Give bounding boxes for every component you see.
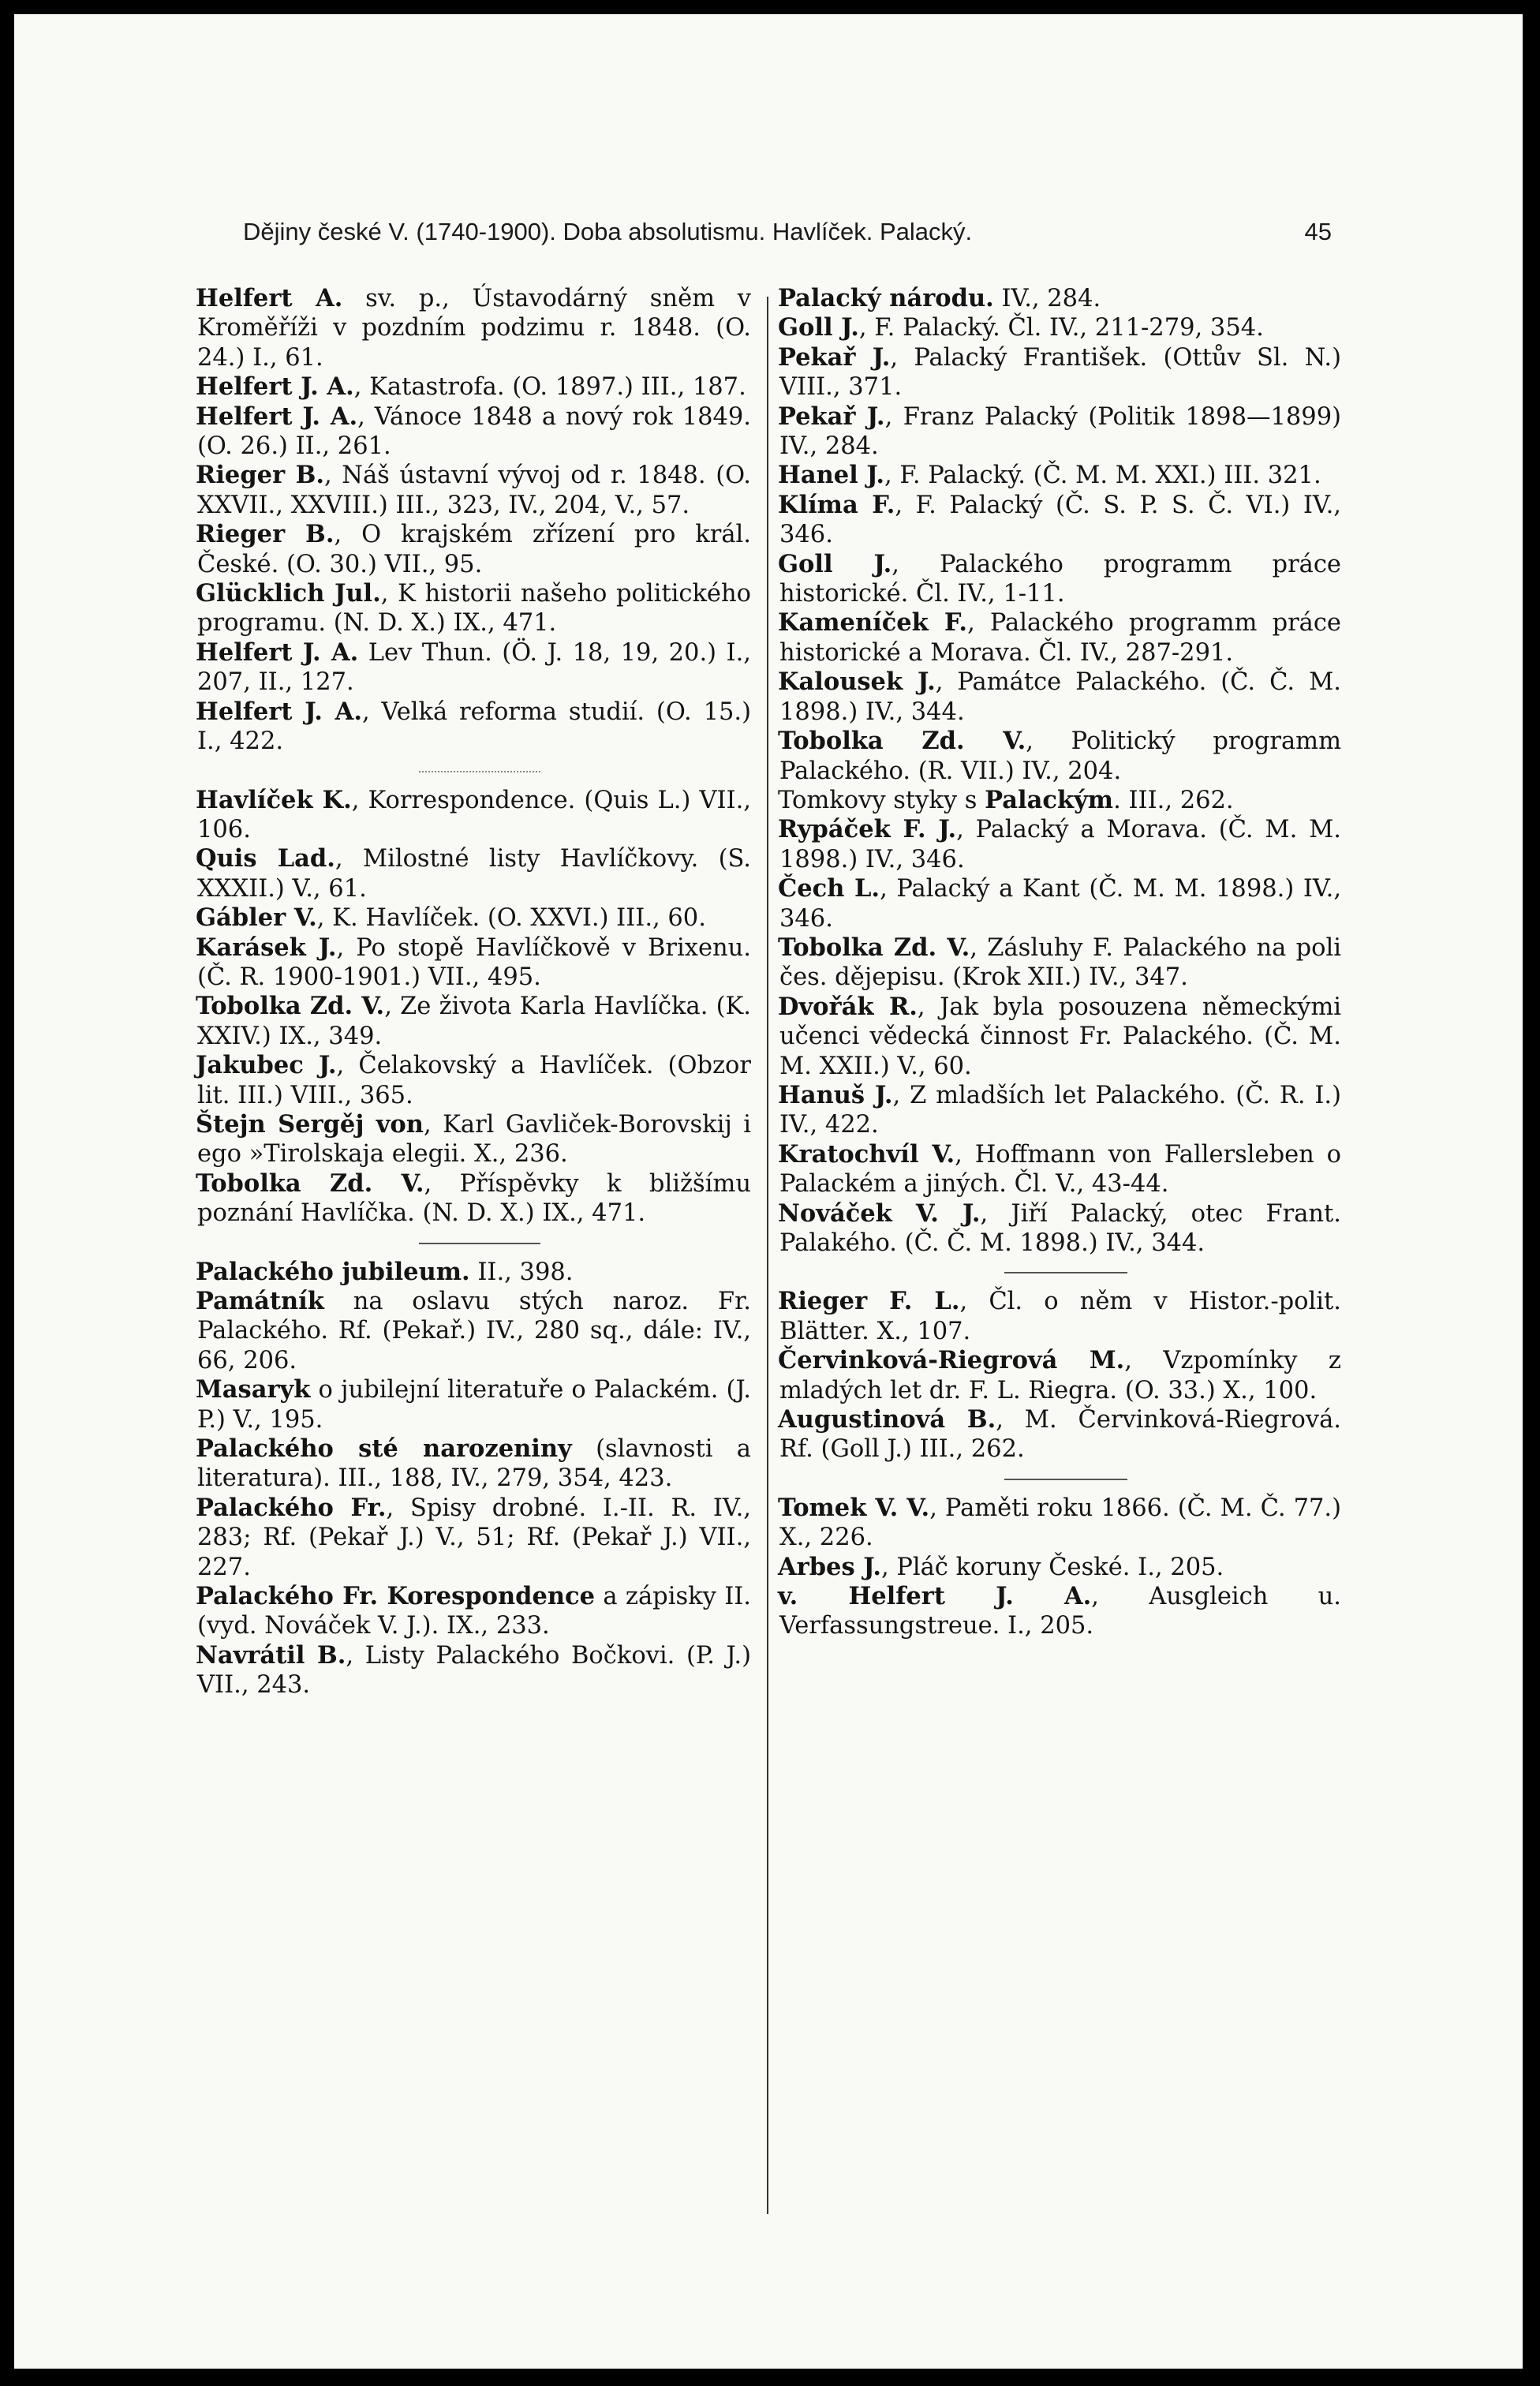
bibliography-entry	[779, 1081, 1341, 1140]
entry-author: Glücklich Jul.	[196, 579, 381, 608]
bibliography-entry	[779, 1405, 1341, 1464]
section-separator	[197, 1229, 751, 1258]
page-number: 45	[1304, 218, 1332, 245]
bibliography-entry	[197, 402, 751, 462]
entry-author: Hanuš J.	[778, 1080, 893, 1109]
bibliography-entry	[779, 313, 1341, 342]
entry-text: na oslavu stých naroz. Fr. Palackého. Rf. (Pekař.) IV., 280 sq., dále: IV., 66, 206.	[197, 1288, 751, 1374]
entry-text: , Po stopě Havlíčkově v Brixenu. (Č. R. 1900-1901.) VII., 495.	[197, 933, 751, 991]
entry-text: , Jak byla posouzena německými učenci vědecká činnost Fr. Palackého. (Č. M. M. XXII.) V., 60.	[779, 993, 1341, 1080]
entry-text: , K historii našeho politického programu. (N. D. X.) IX., 471.	[197, 580, 751, 638]
entry-text: , Palacký František. (Ottův Sl. N.) VIII., 371.	[779, 343, 1341, 402]
scanned-page	[14, 14, 1523, 2369]
entry-text: II., 398.	[469, 1258, 574, 1286]
entry-author: Havlíček K.	[196, 785, 352, 814]
entry-author: Pekař J.	[778, 342, 891, 372]
entry-text: Lev Thun. (Ö. J. 18, 19, 20.) I., 207, II., 127.	[197, 638, 751, 697]
entry-author: Klíma F.	[778, 490, 895, 519]
entry-text: , Ausgleich u. Verfassungstreue. I., 205.	[779, 1583, 1341, 1640]
entry-author: Hanel J.	[778, 461, 885, 490]
entry-text: , Karl Gavliček-Borovskij i ego »Tirolskaja elegii. X., 236.	[197, 1110, 751, 1169]
entry-author: Kameníček F.	[778, 608, 968, 638]
entry-author: Kalousek J.	[778, 668, 936, 697]
bibliography-entry	[779, 668, 1341, 727]
bibliography-entry	[197, 1375, 751, 1434]
entry-author: Tobolka Zd. V.	[778, 727, 1026, 756]
bibliography-entry	[197, 697, 751, 757]
bibliography-entry	[197, 1641, 751, 1700]
entry-text: , F. Palacký (Č. S. P. S. Č. VI.) IV., 346.	[779, 491, 1341, 549]
entry-author: Rieger B.	[196, 461, 325, 490]
entry-text: , Listy Palackého Bočkovi. (P. J.) VII., 243.	[197, 1641, 751, 1700]
bibliography-entry	[197, 284, 751, 372]
entry-author: Arbes J.	[778, 1552, 881, 1581]
entry-text: , Velká reforma studií. (O. 15.) I., 422.	[197, 697, 751, 756]
bibliography-entry	[779, 993, 1341, 1081]
bibliography-entry	[779, 1494, 1341, 1553]
entry-text: , Čl. o něm v Histor.-polit. Blätter. X., 107.	[779, 1288, 1341, 1345]
entry-text: , Spisy drobné. I.-II. R. IV., 283; Rf. (Pekař J.) V., 51; Rf. (Pekař J.) VII., 227.	[197, 1494, 751, 1581]
entry-author: Goll J.	[778, 313, 859, 342]
bibliography-entry	[779, 1140, 1341, 1199]
entry-author: Gábler V.	[196, 903, 317, 933]
bibliography-entry	[197, 903, 751, 933]
bibliography-entry	[779, 874, 1341, 933]
entry-text: , Jiří Palacký, otec Frant. Palakého. (Č. Č. M. 1898.) IV., 344.	[779, 1199, 1341, 1257]
bibliography-entry	[779, 786, 1341, 815]
entry-text: , Palackého programm práce historické a Morava. Čl. IV., 287-291.	[779, 609, 1341, 667]
entry-text: a zápisky II. (vyd. Nováček V. J.). IX., 233.	[197, 1583, 751, 1640]
bibliography-entry	[779, 284, 1341, 313]
entry-author: Rieger B.	[196, 520, 335, 549]
bibliography-entry	[197, 1258, 751, 1287]
entry-author: Palackého Fr.	[196, 1493, 387, 1522]
entry-author: Karásek J.	[196, 933, 337, 962]
entry-author: Nováček V. J.	[778, 1199, 981, 1228]
running-header	[243, 218, 1332, 246]
bibliography-entry	[779, 1199, 1341, 1258]
entry-author: Dvořák R.	[778, 992, 918, 1021]
entry-text: , F. Palacký. (Č. M. M. XXI.) III. 321.	[884, 462, 1321, 490]
bibliography-entry	[779, 1582, 1341, 1641]
entry-text: , Vánoce 1848 a nový rok 1849. (O. 26.) II., 261.	[197, 402, 751, 461]
entry-author: Helfert J. A.	[196, 402, 358, 431]
entry-text: , K. Havlíček. (O. XXVI.) III., 60.	[316, 904, 706, 933]
entry-text: IV., 284.	[993, 285, 1101, 312]
entry-text: , Z mladších let Palackého. (Č. R. I.) IV., 422.	[779, 1081, 1342, 1139]
column-divider	[767, 297, 768, 2214]
entry-author: Tomek V. V.	[778, 1493, 930, 1522]
entry-text: , Čelakovský a Havlíček. (Obzor lit. III.) VIII., 365.	[197, 1052, 751, 1109]
header-title: Dějiny české V. (1740-1900). Doba absolutismu. Havlíček. Palacký.	[243, 218, 973, 245]
entry-text: , Korrespondence. (Quis L.) VII., 106.	[197, 786, 751, 843]
entry-text: , F. Palacký. Čl. IV., 211-279, 354.	[858, 314, 1264, 342]
entry-author: Památník	[196, 1287, 324, 1315]
entry-author: Pekař J.	[778, 402, 885, 431]
bibliography-entry	[779, 933, 1341, 993]
entry-text: , Vzpomínky z mladých let dr. F. L. Riegra. (O. 33.) X., 100.	[779, 1347, 1341, 1404]
section-separator	[779, 1464, 1341, 1494]
entry-author: Helfert J. A.	[196, 697, 362, 726]
bibliography-entry	[197, 579, 751, 638]
bibliography-entry	[779, 608, 1341, 668]
section-separator	[197, 757, 751, 786]
entry-author: Jakubec J.	[196, 1051, 337, 1080]
entry-text: , Katastrofa. (O. 1897.) III., 187.	[353, 373, 746, 402]
entry-text: , Pláč koruny České. I., 205.	[880, 1553, 1224, 1581]
left-column	[197, 284, 751, 1700]
entry-author: Palackého Fr. Korespondence	[196, 1582, 595, 1611]
entry-text: , O krajském zřízení pro král. České. (O. 30.) VII., 95.	[197, 521, 751, 578]
entry-text: , Milostné listy Havlíčkovy. (S. XXXII.) V., 61.	[197, 845, 751, 903]
entry-author: Štejn Sergěj von	[196, 1109, 424, 1139]
entry-author: Helfert J. A.	[196, 372, 354, 402]
entry-text: , Palackého programm práce historické. Čl. IV., 1-11.	[779, 550, 1341, 608]
bibliography-entry	[779, 1287, 1341, 1346]
bibliography-entry	[197, 520, 751, 579]
bibliography-entry	[779, 815, 1341, 874]
entry-author: Červinková-Riegrová M.	[778, 1346, 1125, 1375]
bibliography-entry	[197, 1110, 751, 1169]
entry-author: Rieger F. L.	[778, 1287, 960, 1316]
bibliography-entry	[779, 727, 1341, 786]
bibliography-entry	[197, 461, 751, 520]
entry-author: Helfert J. A.	[196, 638, 359, 667]
entry-text: sv. p., Ústavodárný sněm v Kroměříži v pozdním podzimu r. 1848. (O. 24.) I., 61.	[197, 285, 751, 372]
entry-author: Čech L.	[778, 874, 880, 903]
bibliography-entry	[197, 1434, 751, 1494]
entry-author: Tobolka Zd. V.	[196, 992, 385, 1021]
entry-text: , Ze života Karla Havlíčka. (K. XXIV.) IX., 349.	[197, 993, 752, 1050]
entry-text: , Památce Palackého. (Č. Č. M. 1898.) IV., 344.	[779, 668, 1342, 726]
bibliography-entry	[779, 402, 1341, 462]
bibliography-entry	[197, 1582, 751, 1641]
entry-author: Augustinová B.	[778, 1405, 996, 1434]
entry-author: Kratochvíl V.	[778, 1139, 955, 1169]
bibliography-entry	[779, 461, 1341, 490]
right-column	[779, 284, 1341, 1641]
bibliography-entry	[197, 638, 751, 697]
entry-text: , Franz Palacký (Politik 1898—1899) IV., 284.	[779, 402, 1341, 461]
bibliography-entry	[779, 550, 1341, 609]
bibliography-entry	[197, 372, 751, 402]
entry-author: Masaryk	[196, 1375, 311, 1404]
bibliography-entry	[197, 1169, 751, 1229]
bibliography-entry	[197, 1051, 751, 1110]
entry-text: , M. Červinková-Riegrová. Rf. (Goll J.) III., 262.	[779, 1406, 1341, 1464]
entry-author: Palackého jubileum.	[196, 1257, 470, 1286]
entry-author: Helfert A.	[196, 284, 343, 312]
entry-author: Palacký národu.	[778, 284, 994, 312]
entry-author: v. Helfert J. A.	[778, 1582, 1092, 1611]
entry-author: Goll J.	[778, 549, 892, 578]
entry-text: , Politický programm Palackého. (R. VII.) IV., 204.	[779, 727, 1341, 785]
entry-text: o jubilejní literatuře o Palackém. (J. P.) V., 195.	[197, 1376, 751, 1434]
bibliography-entry	[779, 1553, 1341, 1582]
entry-author: Tobolka Zd. V.	[778, 933, 970, 962]
entry-author: Rypáček F. J.	[778, 815, 957, 844]
bibliography-entry	[197, 844, 751, 903]
entry-text: , Palacký a Kant (Č. M. M. 1898.) IV., 346.	[779, 875, 1342, 933]
bibliography-entry	[779, 491, 1341, 550]
bibliography-entry	[197, 786, 751, 845]
entry-author: Navrátil B.	[196, 1640, 346, 1670]
entry-text: , Hoffmann von Fallersleben o Palackém a jiných. Čl. V., 43-44.	[779, 1140, 1342, 1199]
section-separator	[779, 1258, 1341, 1287]
entry-author: Quis Lad.	[196, 844, 335, 873]
entry-text: Tomkovy styky s Palackým. III., 262.	[778, 785, 1234, 814]
bibliography-entry	[779, 1346, 1341, 1405]
bibliography-entry	[779, 343, 1341, 402]
entry-author: Tobolka Zd. V.	[196, 1169, 424, 1198]
entry-text: , Náš ústavní vývoj od r. 1848. (O. XXVII., XXVIII.) III., 323, IV., 204, V., 57.	[197, 462, 751, 519]
entry-text: (slavnosti a literatura). III., 188, IV., 279, 354, 423.	[197, 1435, 751, 1493]
bibliography-entry	[197, 1494, 751, 1582]
entry-text: , Paměti roku 1866. (Č. M. Č. 77.) X., 226.	[779, 1494, 1341, 1552]
entry-text: , Palacký a Morava. (Č. M. M. 1898.) IV., 346.	[779, 816, 1341, 873]
entry-text: , Zásluhy F. Palackého na poli čes. dějepisu. (Krok XII.) IV., 347.	[779, 933, 1341, 992]
bibliography-entry	[197, 933, 751, 993]
entry-text: , Příspěvky k bližšímu poznání Havlíčka. (N. D. X.) IX., 471.	[197, 1169, 751, 1228]
entry-author: Palackého sté narozeniny	[196, 1434, 572, 1464]
bibliography-entry	[197, 992, 751, 1051]
bibliography-entry	[197, 1287, 751, 1375]
